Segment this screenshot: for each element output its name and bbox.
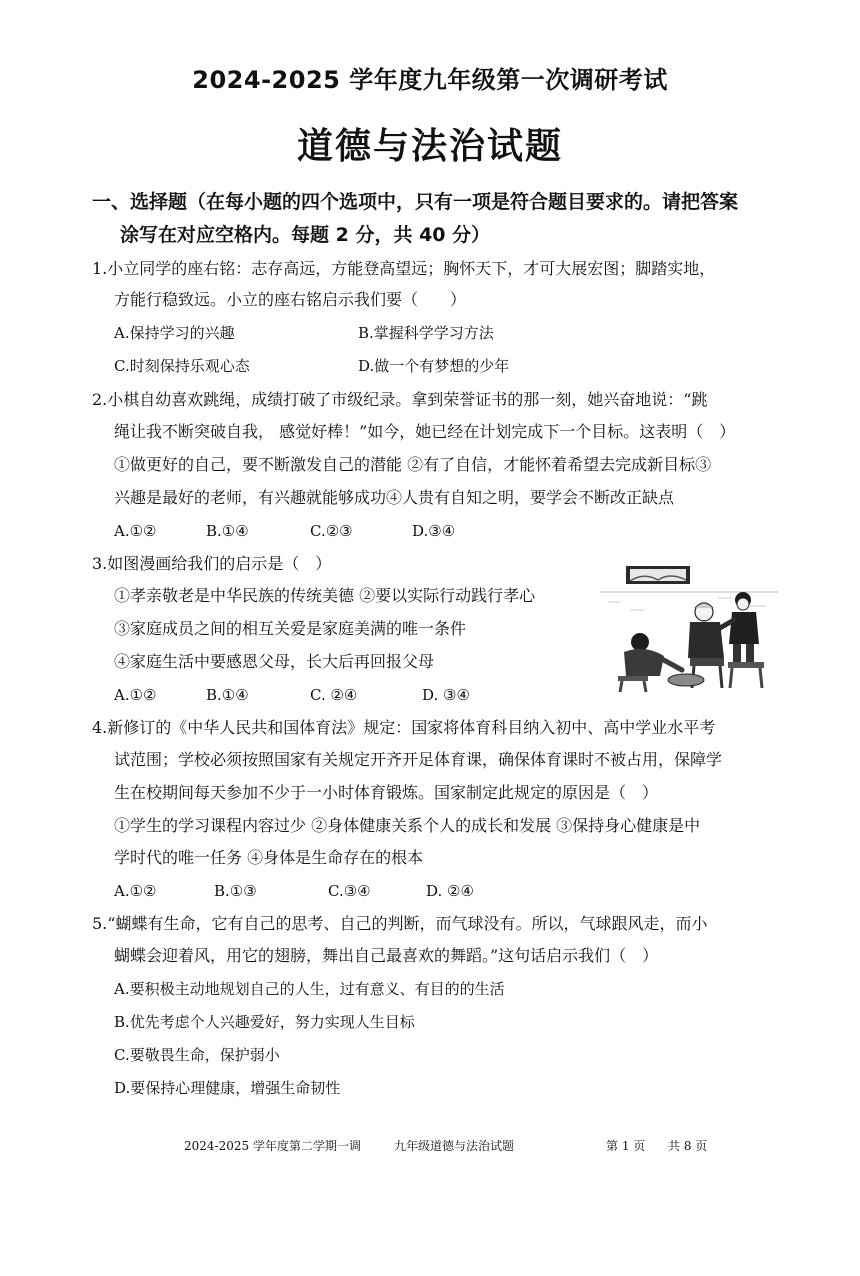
question-4-line-2: 试范围；学校必须按照国家有关规定开齐开足体育课，确保体育课时不被占用，保障学 (114, 750, 723, 769)
question-3-line-3: ③家庭成员之间的相互关爱是家庭美满的唯一条件 (114, 619, 467, 638)
question-2-line-4: 兴趣是最好的老师，有兴趣就能够成功④人贵有自知之明，要学会不断改正缺点 (114, 488, 675, 507)
section-heading-line-1: 一、选择题（在每小题的四个选项中，只有一项是符合题目要求的。请把答案 (92, 191, 739, 213)
question-5-option-c: C.要敬畏生命，保护弱小 (114, 1046, 280, 1064)
exam-title: 2024-2025 学年度九年级第一次调研考试 (192, 66, 668, 94)
question-5-line-1: 5.“蝴蝶有生命，它有自己的思考、自己的判断，而气球没有。所以，气球跟风走，而小 (92, 914, 708, 933)
section-heading-line-2: 涂写在对应空格内。每题 2 分，共 40 分） (120, 224, 491, 246)
question-5-option-b: B.优先考虑个人兴趣爱好，努力实现人生目标 (114, 1013, 415, 1031)
question-5-line-2: 蝴蝶会迎着风，用它的翅膀，舞出自己最喜欢的舞蹈。”这句话启示我们（ ） (114, 946, 659, 965)
question-2-line-2: 绳让我不断突破自我， 感觉好棒！”如今，她已经在计划完成下一个目标。这表明（ ） (114, 422, 736, 441)
question-2-option-b: B.①④ (206, 522, 249, 540)
question-2-option-c: C.②③ (310, 522, 353, 540)
question-4-line-5: 学时代的唯一任务 ④身体是生命存在的根本 (114, 848, 424, 867)
subject-title: 道德与法治试题 (296, 125, 563, 167)
question-4-line-4: ①学生的学习课程内容过少 ②身体健康关系个人的成长和发展 ③保持身心健康是中 (114, 816, 701, 835)
question-2-line-1: 2.小棋自幼喜欢跳绳，成绩打破了市级纪录。拿到荣誉证书的那一刻，她兴奋地说：“跳 (92, 390, 708, 409)
question-3-option-a: A.①② (114, 686, 157, 704)
question-1-line-2: 方能行稳致远。小立的座右铭启示我们要（ ） (114, 290, 467, 309)
question-4-option-c: C.③④ (328, 882, 371, 900)
question-2-option-a: A.①② (114, 522, 157, 540)
question-4-option-d: D. ②④ (426, 882, 474, 900)
question-4-line-1: 4.新修订的《中华人民共和国体育法》规定：国家将体育科目纳入初中、高中学业水平考 (92, 718, 716, 737)
filial-piety-comic-illustration (600, 558, 778, 694)
question-2-line-3: ①做更好的自己，要不断激发自己的潜能 ②有了自信，才能怀着希望去完成新目标③ (114, 455, 712, 474)
question-1-option-b: B.掌握科学学习方法 (358, 324, 494, 342)
question-5-option-d: D.要保持心理健康，增强生命韧性 (114, 1079, 341, 1097)
question-4-line-3: 生在校期间每天参加不少于一小时体育锻炼。国家制定此规定的原因是（ ） (114, 783, 659, 802)
question-4-option-a: A.①② (114, 882, 157, 900)
question-3-option-b: B.①④ (206, 686, 249, 704)
question-2-option-d: D.③④ (412, 522, 456, 540)
footer-term: 2024-2025 学年度第二学期一调 (184, 1139, 361, 1153)
footer-total-pages: 共 8 页 (668, 1139, 708, 1153)
question-3-line-2: ①孝亲敬老是中华民族的传统美德 ②要以实际行动践行孝心 (114, 586, 536, 605)
question-1-option-c: C.时刻保持乐观心态 (114, 357, 250, 375)
question-3-option-d: D. ③④ (422, 686, 470, 704)
footer-page-number: 第 1 页 (606, 1139, 646, 1153)
question-1-option-d: D.做一个有梦想的少年 (358, 357, 510, 375)
question-3-line-4: ④家庭生活中要感恩父母，长大后再回报父母 (114, 652, 435, 671)
question-3-line-1: 3.如图漫画给我们的启示是（ ） (92, 554, 332, 573)
footer-subject: 九年级道德与法治试题 (394, 1139, 515, 1153)
section-heading (92, 186, 782, 252)
question-5-option-a: A.要积极主动地规划自己的人生，过有意义、有目的的生活 (114, 980, 505, 998)
question-3-option-c: C. ②④ (310, 686, 358, 704)
question-1-line-1: 1.小立同学的座右铭：志存高远，方能登高望远；胸怀天下，才可大展宏图；脚踏实地， (92, 259, 716, 278)
question-1-option-a: A.保持学习的兴趣 (114, 324, 235, 342)
question-4-option-b: B.①③ (214, 882, 257, 900)
